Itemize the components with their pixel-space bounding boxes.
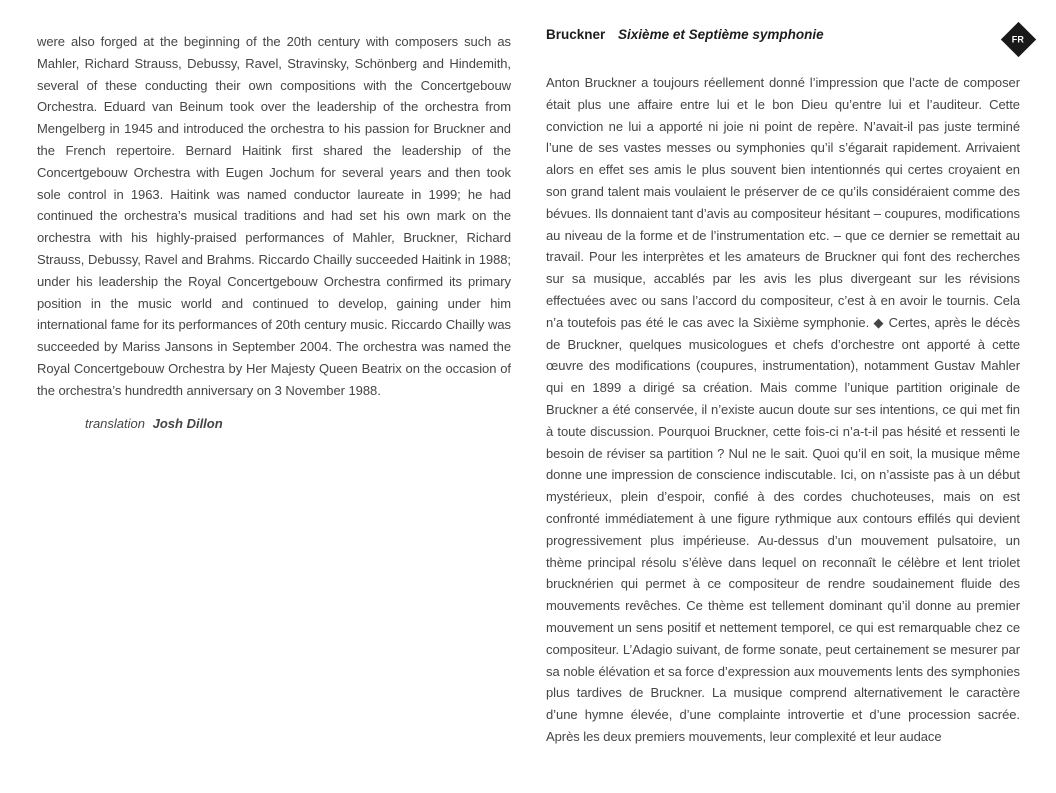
- left-page: [37, 31, 511, 434]
- french-text-paragraph: Anton Bruckner a toujours réellement donné l’impression que l’acte de composer était plus une affaire entre lui et le bon Dieu qu’entre lui et l’auditeur. Cette conviction ne lui a apporté ni joie ni point de repère. N’avait-il pas juste terminé l’une de ses vastes messes ou symphonies qu’il s’égarait rapidement. Arrivaient alors en effet ses amis le plus souvent bien intentionnés qui certes croyaient en son grand talent mais voulaient le préserver de ce qu’ils considéraient comme des bévues. Ils donnaient tant d’avis au compositeur hésitant – coupures, modifications au niveau de la forme et de l’instrumentation etc. – que ce dernier se remettait au travail. Pour les interprètes et les amateurs de Bruckner qui font des recherches sur sa musique, accablés par les avis les plus divergeant sur les révisions effectuées avec ou sans l’accord du compositeur, c’est à en avoir le tournis. Cela n’a toutefois pas été le cas avec la Sixième symphonie. ◆ Certes, après le décès de Bruckner, quelques musicologues et chefs d’orchestre ont apporté à cette œuvre des modifications (coupures, instrumentation), notamment Gustav Mahler qui en 1899 a dirigé sa création. Mais comme l’unique partition originale de Bruckner a été conservée, il n’existe aucun doute sur ses intentions, ce qui met fin à toute discussion. Pourquoi Bruckner, cette fois-ci n’a-t-il pas hésité et ressenti le besoin de réviser sa partition ? Nul ne le sait. Quoi qu’il en soit, la musique même donne une impression de conscience indiscutable. Ici, on n’assiste pas à un début mystérieux, plein d’espoir, confié à des cordes chuchoteuses, mais on est confronté immédiatement à une figure rythmique aux contours effilés qui devient progressivement plus impérieuse. Au-dessus d’un mouvement pulsatoire, un thème principal résolu s’élève dans lequel on reconnaît le célèbre et lent triolet brucknérien qui permet à ce compositeur de rendre soudainement fluide des mouvements revêches. Ce thème est tellement dominant qu’il donne au premier mouvement un sens positif et nettement temporel, ce qui est remarquable chez ce compositeur. L’Adagio suivant, de forme sonate, peut certainement se mesurer par sa noble élévation et sa force d’expression aux mouvements lents des symphonies plus tardives de Bruckner. La musique comprend alternativement le caractère d’une hymne élevée, d’une complainte introvertie et d’une procession sacrée. Après les deux premiers mouvements, leur complexité et leur audace: [546, 75, 1020, 744]
- translator-name: Josh Dillon: [152, 415, 223, 431]
- right-page: [546, 24, 1020, 748]
- translation-credit: [85, 413, 511, 435]
- work-title: Sixième et Septième symphonie: [618, 27, 824, 42]
- composer-name: Bruckner: [546, 27, 606, 42]
- language-badge-label: FR: [1012, 34, 1025, 45]
- english-text-paragraph: were also forged at the beginning of the 20th century with composers such as Mahler, Richard Strauss, Debussy, Ravel, Stravinsky, Schönberg and Hindemith, several of these conducting their own compositions with the Concertgebouw Orchestra. Eduard van Beinum took over the leadership of the orchestra from Mengelberg in 1945 and introduced the orchestra to his passion for Bruckner and the French repertoire. Bernard Haitink first shared the leadership of the Concertgebouw Orchestra with Eugen Jochum for several years and then took sole control in 1963. Haitink was named conductor laureate in 1999; he had continued the orchestra’s musical traditions and had set his own mark on the orchestra with his highly-praised performances of Mahler, Bruckner, Richard Strauss, Debussy, Ravel and Brahms. Riccardo Chailly succeeded Haitink in 1988; under his leadership the Royal Concertgebouw Orchestra confirmed its primary position in the music world and continued to develop, gaining under him international fame for its performances of 20th century music. Riccardo Chailly was succeeded by Mariss Jansons in September 2004. The orchestra was named the Royal Concertgebouw Orchestra by Her Majesty Queen Beatrix on the occasion of the orchestra’s hundredth anniversary on 3 November 1988.: [37, 34, 511, 398]
- page-title: [546, 24, 1020, 46]
- translation-label: translation: [85, 415, 145, 431]
